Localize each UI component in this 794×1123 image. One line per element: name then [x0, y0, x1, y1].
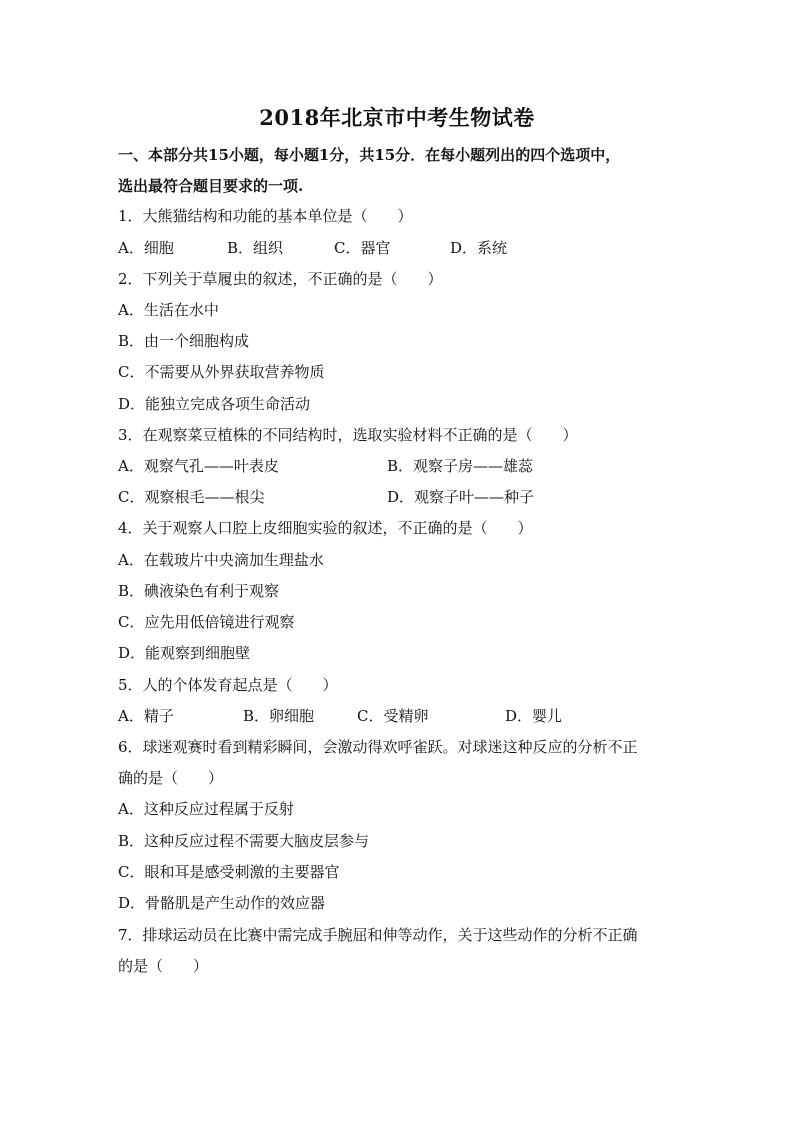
question-6-option-a: A．这种反应过程属于反射	[118, 800, 294, 818]
question-6-option-b: B．这种反应过程不需要大脑皮层参与	[118, 832, 370, 850]
question-1-stem: 1．大熊猫结构和功能的基本单位是（ ）	[118, 207, 413, 225]
section-instruction-line-2: 选出最符合题目要求的一项.	[118, 177, 304, 195]
question-6-option-d: D．骨骼肌是产生动作的效应器	[118, 894, 326, 912]
question-6-stem-line-2: 确的是（ ）	[118, 769, 224, 787]
question-5-stem: 5．人的个体发育起点是（ ）	[118, 676, 338, 694]
question-5-option-c: C．受精卵	[357, 707, 429, 725]
question-7-stem-line-2: 的是（ ）	[118, 957, 209, 975]
question-2-option-b: B．由一个细胞构成	[118, 332, 250, 350]
question-1-option-d: D．系统	[450, 239, 508, 257]
question-4-option-d: D．能观察到细胞壁	[118, 644, 251, 662]
question-2-option-a: A．生活在水中	[118, 301, 219, 319]
question-1-option-a: A．细胞	[118, 239, 174, 257]
question-5-option-b: B．卵细胞	[243, 707, 315, 725]
page-title: 2018年北京市中考生物试卷	[259, 105, 535, 130]
question-4-option-b: B．碘液染色有利于观察	[118, 582, 280, 600]
question-2-option-d: D．能独立完成各项生命活动	[118, 395, 311, 413]
question-5-option-d: D．婴儿	[505, 707, 563, 725]
question-4-stem: 4．关于观察人口腔上皮细胞实验的叙述，不正确的是（ ）	[118, 519, 533, 537]
question-2-option-c: C．不需要从外界获取营养物质	[118, 363, 325, 381]
question-4-option-a: A．在载玻片中央滴加生理盐水	[118, 551, 324, 569]
question-3-option-b: B．观察子房——雄蕊	[387, 457, 534, 475]
question-1-option-b: B．组织	[227, 239, 284, 257]
question-5-option-a: A．精子	[118, 707, 174, 725]
question-6-stem-line-1: 6．球迷观赛时看到精彩瞬间，会激动得欢呼雀跃。对球迷这种反应的分析不正	[118, 738, 638, 756]
question-7-stem-line-1: 7．排球运动员在比赛中需完成手腕屈和伸等动作，关于这些动作的分析不正确	[118, 926, 638, 944]
question-4-option-c: C．应先用低倍镜进行观察	[118, 613, 295, 631]
question-2-stem: 2．下列关于草履虫的叙述，不正确的是（ ）	[118, 270, 443, 288]
section-instruction-line-1: 一、本部分共15小题，每小题1分，共15分．在每小题列出的四个选项中，	[118, 146, 621, 164]
question-1-option-c: C．器官	[334, 239, 391, 257]
question-6-option-c: C．眼和耳是感受刺激的主要器官	[118, 863, 340, 881]
question-3-option-d: D．观察子叶——种子	[387, 488, 535, 506]
question-3-option-a: A．观察气孔——叶表皮	[118, 457, 279, 475]
question-3-stem: 3．在观察菜豆植株的不同结构时，选取实验材料不正确的是（ ）	[118, 426, 578, 444]
question-3-option-c: C．观察根毛——根尖	[118, 488, 265, 506]
